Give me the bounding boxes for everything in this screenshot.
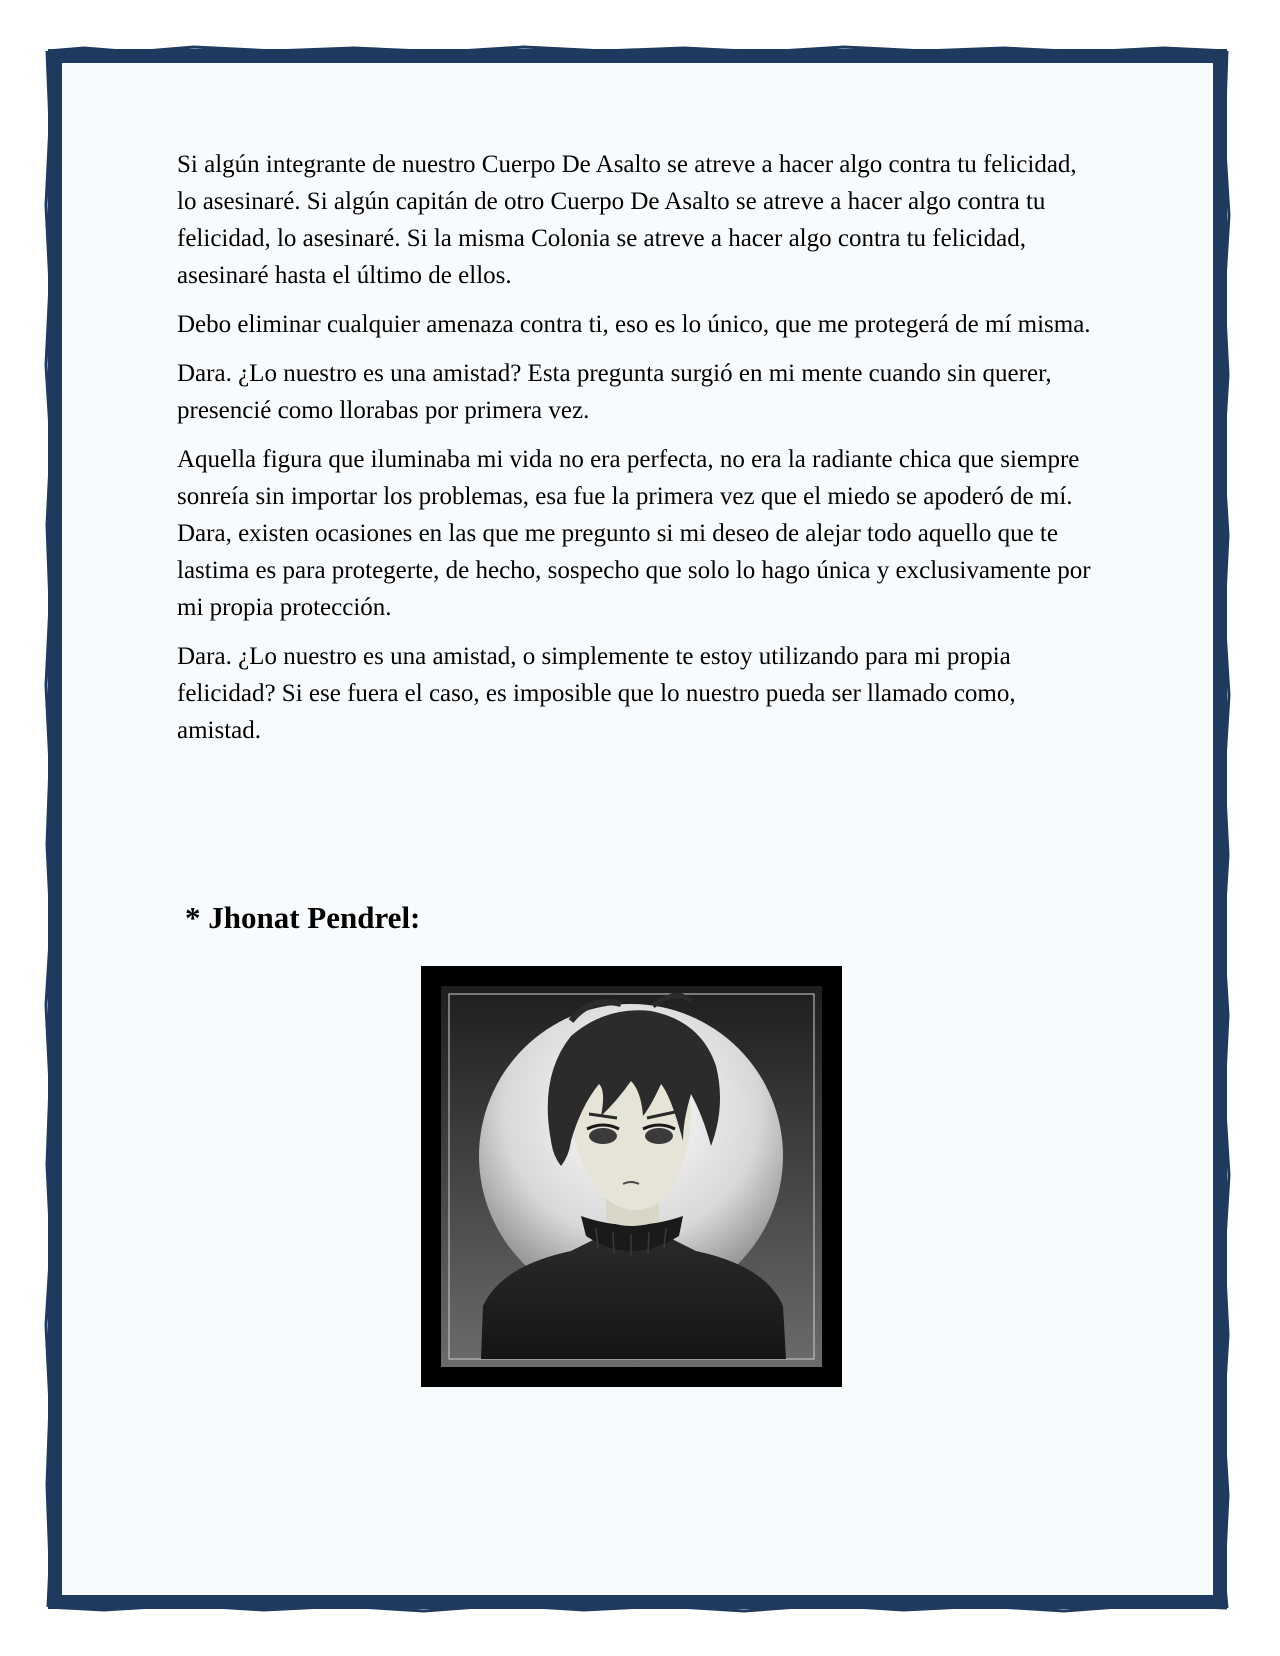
- portrait-illustration: [421, 966, 842, 1387]
- character-heading: * Jhonat Pendrel:: [185, 900, 421, 935]
- paragraph-1: Si algún integrante de nuestro Cuerpo De Asalto se atreve a hacer algo contra tu felicidad, lo asesinaré. Si algún capitán de otro Cuerpo De Asalto se atreve a hacer algo contra tu felicidad, lo asesinaré. Si la misma Colonia se atreve a hacer algo contra tu felicidad, asesinaré hasta el último de ellos.: [177, 151, 1077, 289]
- paragraph-5: Dara. ¿Lo nuestro es una amistad, o simplemente te estoy utilizando para mi propia felicidad? Si ese fuera el caso, es imposible que lo nuestro pueda ser llamado como, amistad.: [177, 643, 1016, 744]
- paragraph-3: Dara. ¿Lo nuestro es una amistad? Esta pregunta surgió en mi mente cuando sin querer, presencié como llorabas por primera vez.: [177, 360, 1052, 424]
- character-portrait: [421, 966, 842, 1387]
- document-body: [177, 146, 1097, 761]
- paragraph-2: Debo eliminar cualquier amenaza contra ti, eso es lo único, que me protegerá de mí misma.: [177, 311, 1091, 338]
- paragraph-4: Aquella figura que iluminaba mi vida no era perfecta, no era la radiante chica que siempre sonreía sin importar los problemas, esa fue la primera vez que el miedo se apoderó de mí. Dara, existen ocasiones en las que me pregunto si mi deseo de alejar todo aquello que te lastima es para protegerte, de hecho, sospecho que solo lo hago única y exclusivamente por mi propia protección.: [177, 446, 1091, 621]
